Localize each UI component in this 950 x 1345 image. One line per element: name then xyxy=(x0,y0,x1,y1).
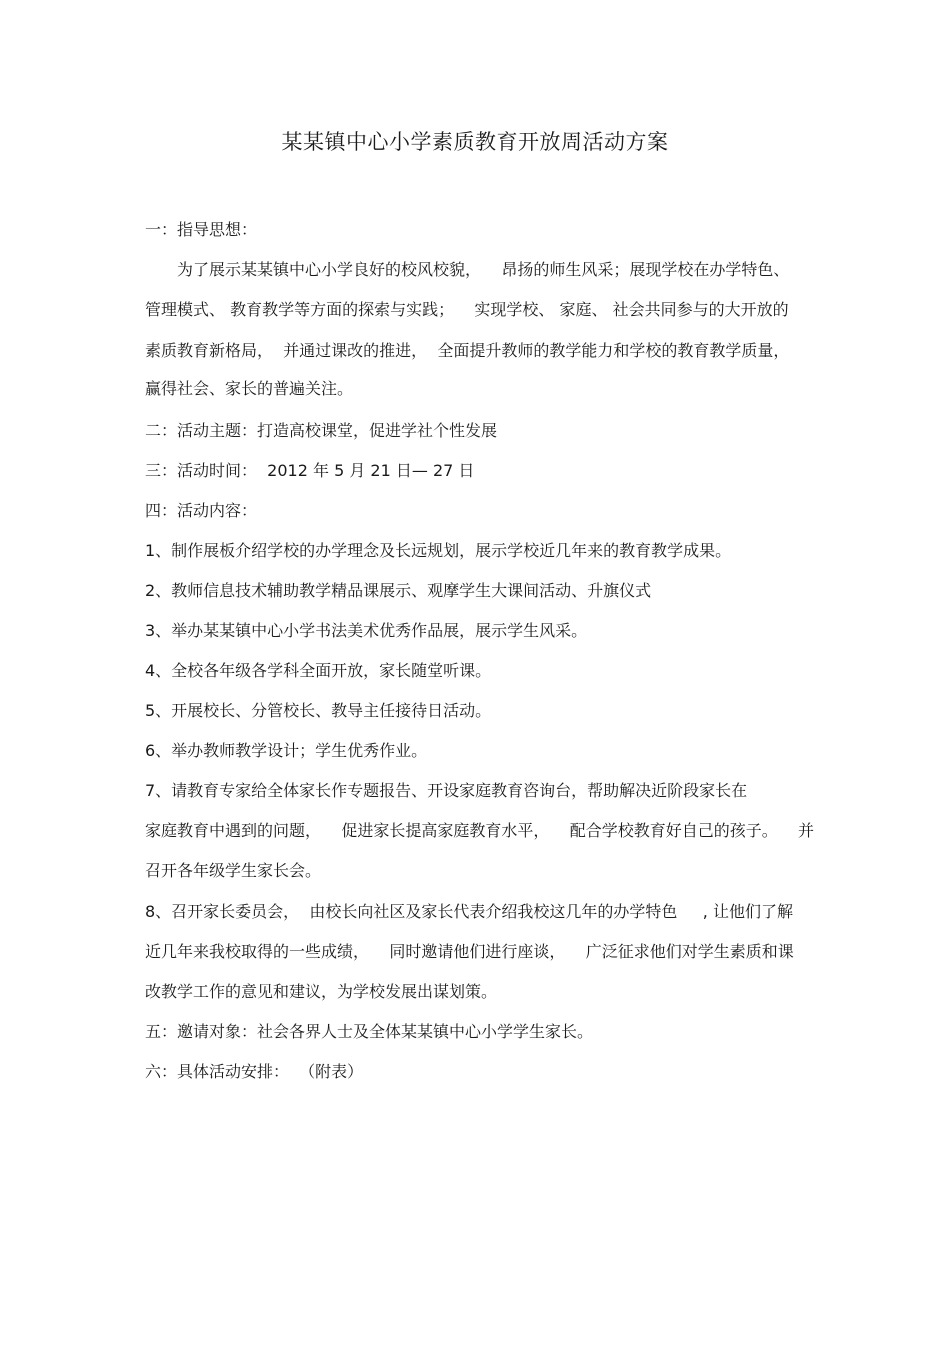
content-item-7-line: 召开各年级学生家长会。 xyxy=(145,861,322,880)
guiding-paragraph-line: 素质教育新格局， 并通过课改的推进， 全面提升教师的教学能力和学校的教育教学质量， xyxy=(145,341,790,360)
section-schedule: 六：具体活动安排： （附表） xyxy=(145,1062,364,1081)
section-theme: 二：活动主题：打造高校课堂，促进学社个性发展 xyxy=(145,421,498,440)
guiding-paragraph-line: 为了展示某某镇中心小学良好的校风校貌， 昂扬的师生风采；展现学校在办学特色、 xyxy=(177,260,790,279)
document-title: 某某镇中心小学素质教育开放周活动方案 xyxy=(281,130,669,154)
content-item: 5、开展校长、分管校长、教导主任接待日活动。 xyxy=(145,701,492,720)
section-content-heading: 四：活动内容： xyxy=(145,501,258,520)
content-item: 2、教师信息技术辅助教学精品课展示、观摩学生大课间活动、升旗仪式 xyxy=(145,581,652,600)
content-item: 6、举办教师教学设计；学生优秀作业。 xyxy=(145,741,428,760)
section-time: 三：活动时间： 2012 年 5 月 21 日— 27 日 xyxy=(145,461,475,480)
content-item-8-line: 改教学工作的意见和建议，为学校发展出谋划策。 xyxy=(145,982,498,1001)
section-invitees: 五：邀请对象：社会各界人士及全体某某镇中心小学学生家长。 xyxy=(145,1022,594,1041)
content-item-7-line: 家庭教育中遇到的问题， 促进家长提高家庭教育水平， 配合学校教育好自己的孩子。 并 xyxy=(145,821,815,840)
section-guiding-heading: 一：指导思想： xyxy=(145,220,258,239)
guiding-paragraph-line: 赢得社会、家长的普遍关注。 xyxy=(145,379,354,398)
content-item: 3、举办某某镇中心小学书法美术优秀作品展，展示学生风采。 xyxy=(145,621,588,640)
content-item: 4、全校各年级各学科全面开放，家长随堂听课。 xyxy=(145,661,492,680)
content-item-8-line: 8、召开家长委员会， 由校长向社区及家长代表介绍我校这几年的办学特色 , 让他们了解 xyxy=(145,902,793,921)
guiding-paragraph-line: 管理模式、 教育教学等方面的探索与实践； 实现学校、 家庭、 社会共同参与的大开放的 xyxy=(145,300,789,319)
content-item-8-line: 近几年来我校取得的一些成绩， 同时邀请他们进行座谈， 广泛征求他们对学生素质和课 xyxy=(145,942,794,961)
content-item: 1、制作展板介绍学校的办学理念及长远规划，展示学校近几年来的教育教学成果。 xyxy=(145,541,732,560)
content-item-7-line: 7、请教育专家给全体家长作专题报告、开设家庭教育咨询台，帮助解决近阶段家长在 xyxy=(145,781,748,800)
